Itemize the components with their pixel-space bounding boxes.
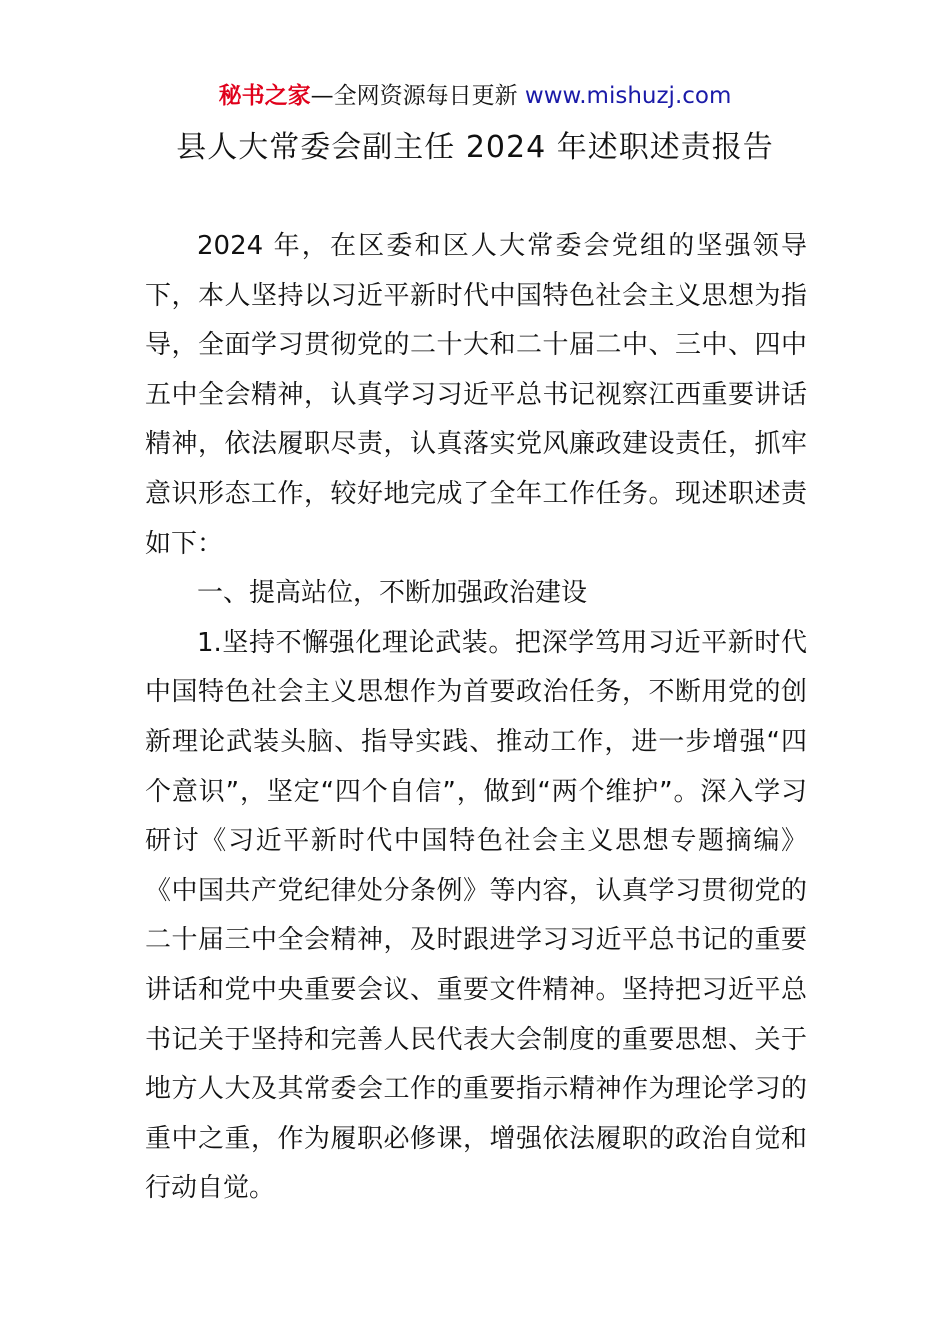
section-1-heading: 一、提高站位，不断加强政治建设 (197, 578, 588, 609)
site-url-link[interactable]: www.mishuzj.com (524, 83, 732, 109)
intro-paragraph: 2024 年，在区委和区人大常委会党组的坚强领导下，本人坚持以习近平新时代中国特色社会主义思想为指导，全面学习贯彻党的二十大和二十届二中、三中、四中五中全会精神，认真学习习近平总书记视察江西重要讲话精神，依法履职尽责，认真落实党风廉政建设责任，抓牢意识形态工作，较好地完成了全年工作任务。现述职述责如下： (145, 231, 807, 559)
site-tagline: —全网资源每日更新 (310, 83, 525, 109)
site-header (0, 80, 950, 112)
section-1-paragraph-1: 1.坚持不懈强化理论武装。把深学笃用习近平新时代中国特色社会主义思想作为首要政治任务，不断用党的创新理论武装头脑、指导实践、推动工作，进一步增强“四个意识”，坚定“四个自信”，做到“两个维护”。深入学习研讨《习近平新时代中国特色社会主义思想专题摘编》《中国共产党纪律处分条例》等内容，认真学习贯彻党的二十届三中全会精神，及时跟进学习习近平总书记的重要讲话和党中央重要会议、重要文件精神。坚持把习近平总书记关于坚持和完善人民代表大会制度的重要思想、关于地方人大及其常委会工作的重要指示精神作为理论学习的重中之重，作为履职必修课，增强依法履职的政治自觉和行动自觉。 (145, 627, 807, 1204)
document-body (145, 222, 807, 1214)
document-title: 县人大常委会副主任 2024 年述职述责报告 (176, 130, 774, 165)
site-brand: 秘书之家 (218, 83, 311, 109)
